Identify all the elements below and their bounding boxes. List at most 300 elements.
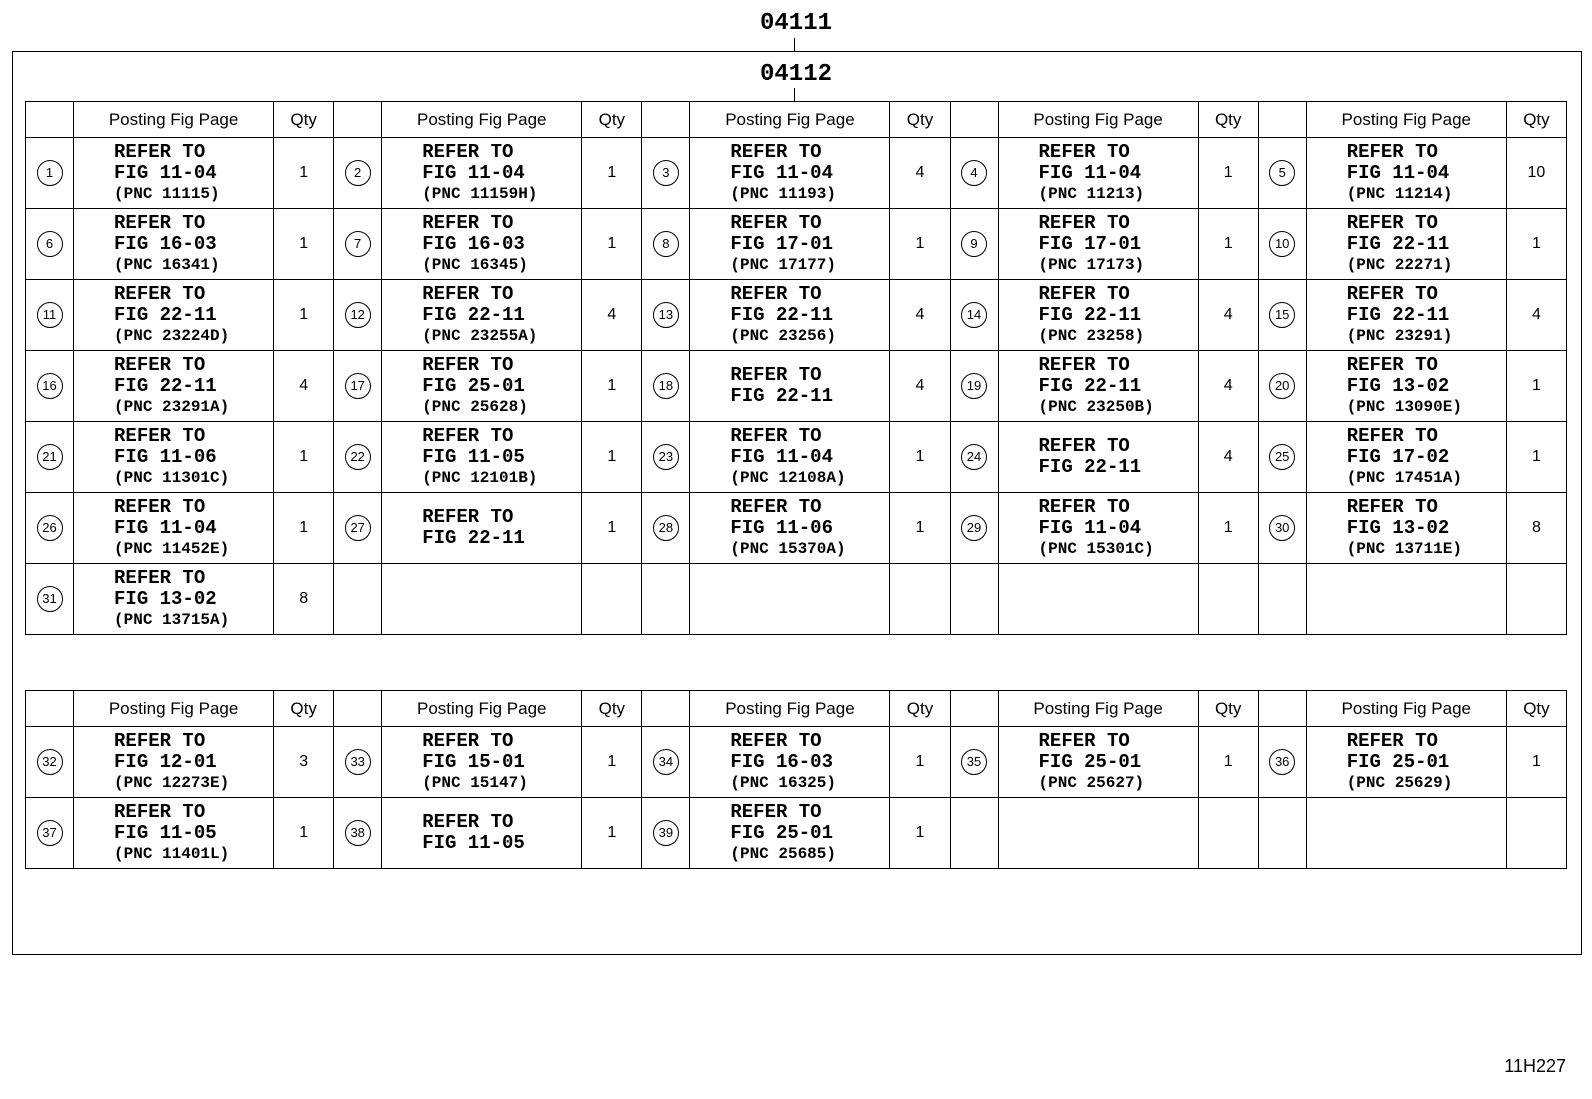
- table-row: [26, 727, 1567, 798]
- parts-table-2: [25, 690, 1567, 869]
- table-row: [26, 798, 1567, 869]
- pnc-ref: (PNC 16345): [422, 255, 528, 274]
- fig-ref: FIG 25-01: [1038, 750, 1142, 773]
- refer-text: REFER TO: [730, 282, 822, 305]
- item-number-circle: 22: [345, 444, 371, 470]
- posting-cell: [1306, 351, 1506, 422]
- pnc-ref: (PNC 11401L): [114, 844, 230, 863]
- item-number-cell: [26, 280, 74, 351]
- qty-cell: [1198, 798, 1258, 869]
- item-number-cell: [642, 351, 690, 422]
- header-qty: Qty: [1506, 102, 1566, 138]
- posting-cell: [1306, 138, 1506, 209]
- fig-ref: FIG 22-11: [1346, 232, 1450, 255]
- posting-cell: [74, 280, 274, 351]
- item-number-cell: [950, 138, 998, 209]
- posting-cell: [382, 493, 582, 564]
- qty-cell: 1: [274, 209, 334, 280]
- qty-cell: 1: [582, 209, 642, 280]
- qty-cell: 1: [1198, 727, 1258, 798]
- header-qty: Qty: [1198, 691, 1258, 727]
- refer-text: REFER TO: [1038, 211, 1130, 234]
- item-number-cell: [26, 138, 74, 209]
- refer-text: REFER TO: [1038, 729, 1130, 752]
- item-number-circle: 25: [1269, 444, 1295, 470]
- pnc-ref: (PNC 11452E): [114, 539, 230, 558]
- item-number-circle: 1: [37, 160, 63, 186]
- item-number-circle: 15: [1269, 302, 1295, 328]
- qty-cell: [1506, 564, 1566, 635]
- item-number-cell: [950, 564, 998, 635]
- fig-ref: FIG 22-11: [730, 385, 833, 407]
- qty-cell: [1198, 564, 1258, 635]
- qty-cell: [890, 564, 950, 635]
- item-number-circle: 7: [345, 231, 371, 257]
- pnc-ref: (PNC 16341): [114, 255, 220, 274]
- fig-ref: FIG 17-01: [730, 232, 833, 255]
- item-number-cell: [26, 493, 74, 564]
- fig-ref: FIG 22-11: [422, 527, 525, 549]
- qty-cell: 1: [582, 798, 642, 869]
- posting-cell: [998, 422, 1198, 493]
- qty-cell: 4: [1198, 280, 1258, 351]
- pnc-ref: (PNC 23291): [1346, 326, 1453, 345]
- item-number-circle: 3: [653, 160, 679, 186]
- item-number-circle: 31: [37, 586, 63, 612]
- header-num-cell: [26, 691, 74, 727]
- qty-cell: 8: [1506, 493, 1566, 564]
- header-qty: Qty: [274, 102, 334, 138]
- refer-text: REFER TO: [1038, 495, 1130, 518]
- refer-text: REFER TO: [730, 424, 822, 447]
- item-number-circle: 30: [1269, 515, 1295, 541]
- refer-text: REFER TO: [1346, 211, 1438, 234]
- qty-cell: 1: [274, 138, 334, 209]
- posting-cell: [1306, 493, 1506, 564]
- pnc-ref: (PNC 12273E): [114, 773, 230, 792]
- qty-cell: 3: [274, 727, 334, 798]
- header-num-cell: [950, 691, 998, 727]
- fig-ref: FIG 16-03: [422, 232, 525, 255]
- item-number-cell: [26, 209, 74, 280]
- pnc-ref: (PNC 11193): [730, 184, 836, 203]
- qty-cell: 1: [1506, 351, 1566, 422]
- fig-ref: FIG 11-04: [730, 445, 833, 468]
- posting-cell: [690, 727, 890, 798]
- posting-cell: [690, 138, 890, 209]
- qty-cell: 4: [582, 280, 642, 351]
- qty-cell: 4: [1506, 280, 1566, 351]
- item-number-cell: [26, 422, 74, 493]
- fig-ref: FIG 11-05: [114, 821, 217, 844]
- item-number-circle: 14: [961, 302, 987, 328]
- qty-cell: 4: [1198, 351, 1258, 422]
- qty-cell: 1: [1506, 727, 1566, 798]
- item-number-circle: 37: [37, 820, 63, 846]
- posting-cell: [382, 564, 582, 635]
- fig-ref: FIG 22-11: [422, 303, 525, 326]
- pnc-ref: (PNC 23258): [1038, 326, 1145, 345]
- refer-text: REFER TO: [422, 424, 514, 447]
- posting-cell: [998, 564, 1198, 635]
- item-number-cell: [950, 493, 998, 564]
- item-number-circle: 29: [961, 515, 987, 541]
- refer-text: REFER TO: [1346, 140, 1438, 163]
- posting-cell: [1306, 209, 1506, 280]
- fig-ref: FIG 13-02: [1346, 374, 1450, 397]
- item-number-cell: [26, 798, 74, 869]
- item-number-circle: 2: [345, 160, 371, 186]
- item-number-circle: 32: [37, 749, 63, 775]
- item-number-cell: [334, 564, 382, 635]
- item-number-circle: 23: [653, 444, 679, 470]
- fig-ref: FIG 13-02: [114, 587, 217, 610]
- item-number-circle: 4: [961, 160, 987, 186]
- refer-text: REFER TO: [114, 495, 206, 518]
- table-row: [26, 351, 1567, 422]
- posting-cell: [382, 798, 582, 869]
- item-number-circle: 19: [961, 373, 987, 399]
- fig-ref: FIG 11-04: [730, 161, 833, 184]
- item-number-cell: [642, 798, 690, 869]
- refer-text: REFER TO: [114, 282, 206, 305]
- qty-cell: 1: [582, 138, 642, 209]
- header-posting: Posting Fig Page: [74, 691, 274, 727]
- posting-cell: [690, 209, 890, 280]
- refer-text: REFER TO: [1346, 353, 1438, 376]
- header-qty: Qty: [1198, 102, 1258, 138]
- pnc-ref: (PNC 11115): [114, 184, 220, 203]
- fig-ref: FIG 17-02: [1346, 445, 1450, 468]
- item-number-cell: [334, 493, 382, 564]
- pnc-ref: (PNC 11213): [1038, 184, 1145, 203]
- posting-cell: [74, 493, 274, 564]
- item-number-cell: [1258, 564, 1306, 635]
- item-number-cell: [334, 280, 382, 351]
- qty-cell: 1: [1506, 422, 1566, 493]
- refer-text: REFER TO: [1346, 424, 1438, 447]
- pnc-ref: (PNC 11301C): [114, 468, 230, 487]
- item-number-cell: [334, 138, 382, 209]
- fig-ref: FIG 22-11: [114, 374, 217, 397]
- header-qty: Qty: [582, 102, 642, 138]
- item-number-circle: 26: [37, 515, 63, 541]
- table-row: [26, 138, 1567, 209]
- fig-ref: FIG 22-11: [1038, 374, 1142, 397]
- qty-cell: 1: [274, 422, 334, 493]
- header-num-cell: [642, 691, 690, 727]
- item-number-circle: 38: [345, 820, 371, 846]
- pnc-ref: (PNC 23291A): [114, 397, 230, 416]
- refer-text: REFER TO: [114, 729, 206, 752]
- header-num-cell: [1258, 691, 1306, 727]
- item-number-circle: 33: [345, 749, 371, 775]
- item-number-cell: [950, 351, 998, 422]
- pnc-ref: (PNC 25629): [1346, 773, 1453, 792]
- item-number-circle: 10: [1269, 231, 1295, 257]
- qty-cell: 4: [890, 351, 950, 422]
- fig-ref: FIG 25-01: [422, 374, 525, 397]
- item-number-cell: [950, 422, 998, 493]
- refer-text: REFER TO: [422, 282, 514, 305]
- fig-ref: FIG 22-11: [1038, 303, 1142, 326]
- pnc-ref: (PNC 16325): [730, 773, 836, 792]
- fig-ref: FIG 22-11: [114, 303, 217, 326]
- pnc-ref: (PNC 17177): [730, 255, 836, 274]
- header-num-cell: [642, 102, 690, 138]
- posting-cell: [690, 493, 890, 564]
- refer-text: REFER TO: [730, 495, 822, 518]
- pnc-ref: (PNC 22271): [1346, 255, 1453, 274]
- item-number-circle: 16: [37, 373, 63, 399]
- fig-ref: FIG 16-03: [114, 232, 217, 255]
- item-number-cell: [950, 798, 998, 869]
- qty-cell: 1: [582, 727, 642, 798]
- pnc-ref: (PNC 15301C): [1038, 539, 1154, 558]
- refer-text: REFER TO: [730, 364, 822, 386]
- header-num-cell: [950, 102, 998, 138]
- pnc-ref: (PNC 11214): [1346, 184, 1453, 203]
- fig-ref: FIG 11-06: [730, 516, 833, 539]
- qty-cell: 4: [890, 280, 950, 351]
- pnc-ref: (PNC 11159H): [422, 184, 538, 203]
- item-number-cell: [1258, 422, 1306, 493]
- refer-text: REFER TO: [114, 140, 206, 163]
- posting-cell: [998, 493, 1198, 564]
- fig-ref: FIG 11-04: [1346, 161, 1450, 184]
- table-header-row: [26, 102, 1567, 138]
- refer-text: REFER TO: [114, 566, 206, 589]
- table-row: [26, 209, 1567, 280]
- item-number-circle: 12: [345, 302, 371, 328]
- posting-cell: [74, 727, 274, 798]
- header-qty: Qty: [890, 102, 950, 138]
- refer-text: REFER TO: [114, 800, 206, 823]
- refer-text: REFER TO: [730, 800, 822, 823]
- posting-cell: [1306, 564, 1506, 635]
- fig-ref: FIG 15-01: [422, 750, 525, 773]
- pnc-ref: (PNC 25628): [422, 397, 528, 416]
- posting-cell: [998, 798, 1198, 869]
- qty-cell: 1: [890, 209, 950, 280]
- pnc-ref: (PNC 23224D): [114, 326, 230, 345]
- item-number-circle: 34: [653, 749, 679, 775]
- refer-text: REFER TO: [114, 353, 206, 376]
- pnc-ref: (PNC 17173): [1038, 255, 1145, 274]
- pnc-ref: (PNC 12108A): [730, 468, 846, 487]
- pnc-ref: (PNC 13711E): [1346, 539, 1462, 558]
- fig-ref: FIG 16-03: [730, 750, 833, 773]
- item-number-cell: [26, 564, 74, 635]
- header-num-cell: [334, 691, 382, 727]
- fig-ref: FIG 11-05: [422, 832, 525, 854]
- item-number-circle: 39: [653, 820, 679, 846]
- posting-cell: [690, 351, 890, 422]
- refer-text: REFER TO: [422, 811, 514, 833]
- fig-ref: FIG 11-04: [422, 161, 525, 184]
- posting-cell: [1306, 798, 1506, 869]
- qty-cell: [1506, 798, 1566, 869]
- item-number-circle: 18: [653, 373, 679, 399]
- posting-cell: [74, 422, 274, 493]
- leader-line-inner: [794, 88, 795, 102]
- posting-cell: [74, 351, 274, 422]
- item-number-circle: 17: [345, 373, 371, 399]
- refer-text: REFER TO: [114, 211, 206, 234]
- qty-cell: 4: [890, 138, 950, 209]
- item-number-cell: [1258, 727, 1306, 798]
- header-num-cell: [334, 102, 382, 138]
- item-number-circle: 9: [961, 231, 987, 257]
- fig-ref: FIG 11-06: [114, 445, 217, 468]
- header-posting: Posting Fig Page: [998, 102, 1198, 138]
- qty-cell: 1: [274, 280, 334, 351]
- header-posting: Posting Fig Page: [382, 691, 582, 727]
- posting-cell: [74, 564, 274, 635]
- posting-cell: [998, 727, 1198, 798]
- fig-ref: FIG 22-11: [1346, 303, 1450, 326]
- refer-text: REFER TO: [730, 211, 822, 234]
- posting-cell: [382, 727, 582, 798]
- qty-cell: 1: [274, 493, 334, 564]
- refer-text: REFER TO: [1346, 495, 1438, 518]
- pnc-ref: (PNC 13090E): [1346, 397, 1462, 416]
- qty-cell: 1: [890, 422, 950, 493]
- posting-cell: [382, 138, 582, 209]
- item-number-cell: [1258, 209, 1306, 280]
- item-number-cell: [26, 727, 74, 798]
- item-number-circle: 35: [961, 749, 987, 775]
- item-number-cell: [1258, 280, 1306, 351]
- pnc-ref: (PNC 23255A): [422, 326, 538, 345]
- item-number-cell: [334, 422, 382, 493]
- item-number-circle: 5: [1269, 160, 1295, 186]
- fig-ref: FIG 13-02: [1346, 516, 1450, 539]
- qty-cell: 4: [274, 351, 334, 422]
- posting-cell: [1306, 422, 1506, 493]
- item-number-cell: [950, 727, 998, 798]
- refer-text: REFER TO: [730, 729, 822, 752]
- qty-cell: 10: [1506, 138, 1566, 209]
- refer-text: REFER TO: [422, 729, 514, 752]
- item-number-circle: 27: [345, 515, 371, 541]
- header-num-cell: [1258, 102, 1306, 138]
- pnc-ref: (PNC 17451A): [1346, 468, 1462, 487]
- table-row: [26, 564, 1567, 635]
- fig-ref: FIG 22-11: [730, 303, 833, 326]
- item-number-cell: [334, 798, 382, 869]
- refer-text: REFER TO: [422, 140, 514, 163]
- item-number-cell: [334, 209, 382, 280]
- item-number-circle: 20: [1269, 373, 1295, 399]
- refer-text: REFER TO: [1038, 282, 1130, 305]
- header-posting: Posting Fig Page: [1306, 691, 1506, 727]
- item-number-cell: [334, 351, 382, 422]
- fig-ref: FIG 12-01: [114, 750, 217, 773]
- header-posting: Posting Fig Page: [74, 102, 274, 138]
- header-posting: Posting Fig Page: [382, 102, 582, 138]
- refer-text: REFER TO: [1346, 282, 1438, 305]
- qty-cell: 1: [1198, 138, 1258, 209]
- fig-ref: FIG 22-11: [1038, 456, 1142, 478]
- fig-ref: FIG 11-04: [1038, 516, 1142, 539]
- fig-ref: FIG 17-01: [1038, 232, 1142, 255]
- posting-cell: [998, 138, 1198, 209]
- posting-cell: [1306, 280, 1506, 351]
- table-header-row: [26, 691, 1567, 727]
- header-qty: Qty: [274, 691, 334, 727]
- leader-line-outer: [794, 38, 795, 51]
- item-number-circle: 11: [37, 302, 63, 328]
- item-number-cell: [642, 209, 690, 280]
- assembly-label-inner: 04112: [760, 61, 833, 88]
- qty-cell: 1: [582, 351, 642, 422]
- posting-cell: [382, 351, 582, 422]
- qty-cell: 1: [1198, 209, 1258, 280]
- refer-text: REFER TO: [1346, 729, 1438, 752]
- item-number-cell: [642, 280, 690, 351]
- posting-cell: [690, 422, 890, 493]
- posting-cell: [998, 280, 1198, 351]
- refer-text: REFER TO: [730, 140, 822, 163]
- qty-cell: 1: [274, 798, 334, 869]
- posting-cell: [74, 209, 274, 280]
- refer-text: REFER TO: [422, 506, 514, 528]
- table-row: [26, 493, 1567, 564]
- fig-ref: FIG 11-04: [114, 516, 217, 539]
- qty-cell: 4: [1198, 422, 1258, 493]
- item-number-circle: 24: [961, 444, 987, 470]
- posting-cell: [382, 209, 582, 280]
- posting-cell: [998, 209, 1198, 280]
- item-number-cell: [950, 209, 998, 280]
- header-posting: Posting Fig Page: [1306, 102, 1506, 138]
- header-posting: Posting Fig Page: [998, 691, 1198, 727]
- item-number-cell: [1258, 351, 1306, 422]
- pnc-ref: (PNC 13715A): [114, 610, 230, 629]
- refer-text: REFER TO: [1038, 435, 1130, 457]
- fig-ref: FIG 11-04: [1038, 161, 1142, 184]
- refer-text: REFER TO: [1038, 140, 1130, 163]
- table-row: [26, 422, 1567, 493]
- posting-cell: [74, 798, 274, 869]
- refer-text: REFER TO: [422, 211, 514, 234]
- qty-cell: 1: [890, 727, 950, 798]
- item-number-circle: 21: [37, 444, 63, 470]
- header-qty: Qty: [582, 691, 642, 727]
- posting-cell: [1306, 727, 1506, 798]
- posting-cell: [382, 280, 582, 351]
- posting-cell: [998, 351, 1198, 422]
- item-number-cell: [334, 727, 382, 798]
- item-number-cell: [1258, 798, 1306, 869]
- header-posting: Posting Fig Page: [690, 102, 890, 138]
- pnc-ref: (PNC 15370A): [730, 539, 846, 558]
- item-number-cell: [1258, 138, 1306, 209]
- item-number-circle: 28: [653, 515, 679, 541]
- qty-cell: 1: [890, 493, 950, 564]
- posting-cell: [690, 564, 890, 635]
- item-number-cell: [950, 280, 998, 351]
- header-num-cell: [26, 102, 74, 138]
- pnc-ref: (PNC 23250B): [1038, 397, 1154, 416]
- table-row: [26, 280, 1567, 351]
- pnc-ref: (PNC 15147): [422, 773, 528, 792]
- parts-table-1: [25, 101, 1567, 635]
- item-number-cell: [1258, 493, 1306, 564]
- header-posting: Posting Fig Page: [690, 691, 890, 727]
- item-number-cell: [26, 351, 74, 422]
